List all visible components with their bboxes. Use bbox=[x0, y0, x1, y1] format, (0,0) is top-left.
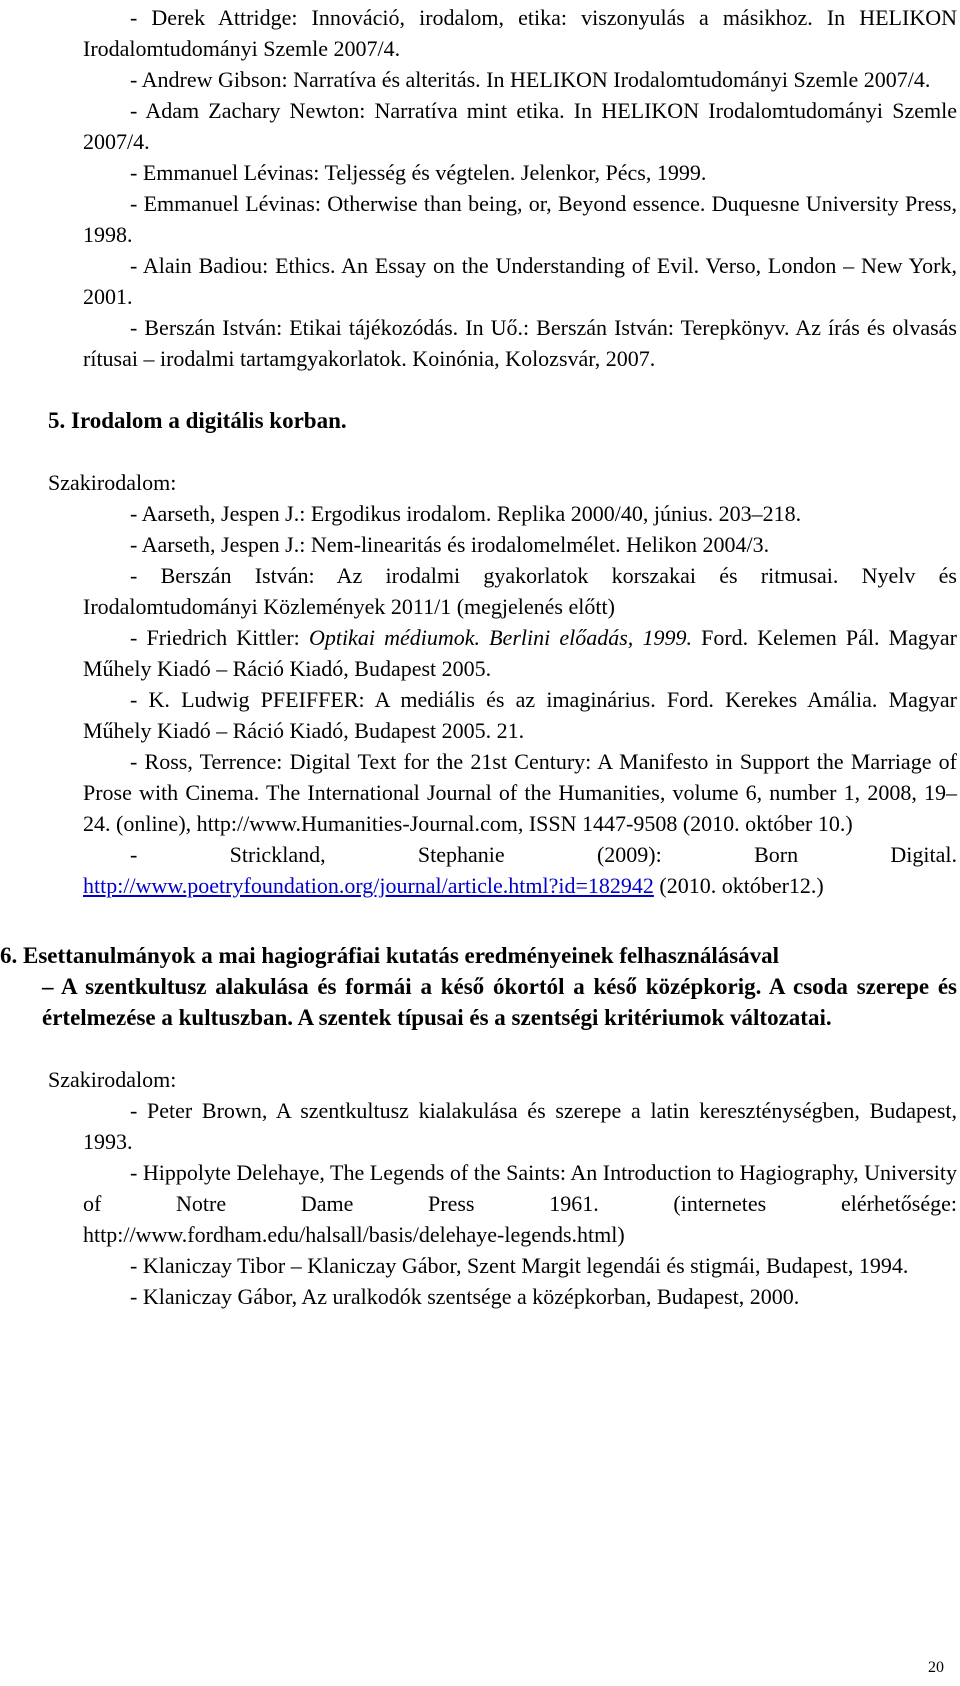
entry-text: - Strickland, Stephanie (2009): Born Digital. bbox=[130, 842, 957, 867]
bibliography-entry: - Klaniczay Gábor, Az uralkodók szentsége a középkorban, Budapest, 2000. bbox=[130, 1284, 800, 1309]
bibliography-entry: - K. Ludwig PFEIFFER: A mediális és az imaginárius. Ford. Kerekes Amália. Magyar Műhely Kiadó – Ráció Kiadó, Budapest 2005. 21. bbox=[83, 687, 957, 743]
bibliography-entry: - Alain Badiou: Ethics. An Essay on the Understanding of Evil. Verso, London – New York, 2001. bbox=[83, 253, 957, 309]
section-5-title: 5. Irodalom a digitális korban. bbox=[48, 408, 347, 433]
section-5-subhead: Szakirodalom: bbox=[48, 470, 177, 495]
bibliography-entry: - Berszán István: Az irodalmi gyakorlatok korszakai és ritmusai. Nyelv és Irodalomtudományi Közlemények 2011/1 (megjelenés előtt) bbox=[83, 563, 957, 619]
bibliography-entry bbox=[83, 839, 957, 901]
section-6-title bbox=[0, 940, 957, 1033]
section-6-title-continuation: – A szentkultusz alakulása és formái a késő ókortól a késő középkorig. A csoda szerepe és értelmezése a kultuszban. A szentek típusai és a szentségi kritériumok változatai. bbox=[42, 974, 957, 1030]
bibliography-entry: - Berszán István: Etikai tájékozódás. In Uő.: Berszán István: Terepkönyv. Az írás és olvasás rítusai – irodalmi tartamgyakorlatok. Koinónia, Kolozsvár, 2007. bbox=[83, 315, 957, 371]
bibliography-entry: - Ross, Terrence: Digital Text for the 21st Century: A Manifesto in Support the Marriage of Prose with Cinema. The International Journal of the Humanities, volume 6, number 1, 2008, 19–24. (online), http://www.Humanities-Journal.com, ISSN 1447-9508 (2010. október 10.) bbox=[83, 749, 957, 836]
bibliography-entry: - Derek Attridge: Innováció, irodalom, etika: viszonyulás a másikhoz. In HELIKON Irodalomtudományi Szemle 2007/4. bbox=[83, 5, 957, 61]
bibliography-entry: - Hippolyte Delehaye, The Legends of the Saints: An Introduction to Hagiography, University of Notre Dame Press 1961. (internetes elérhetősége: http://www.fordham.edu/halsall/basis/delehaye-legends.html) bbox=[83, 1160, 957, 1247]
bibliography-list-previous bbox=[83, 2, 957, 374]
entry-text: - Friedrich Kittler: bbox=[130, 625, 309, 650]
bibliography-entry: - Emmanuel Lévinas: Otherwise than being, or, Beyond essence. Duquesne University Press, 1998. bbox=[83, 191, 957, 247]
entry-title-italic: Optikai médiumok. Berlini előadás, 1999. bbox=[308, 625, 692, 650]
bibliography-entry: - Aarseth, Jespen J.: Ergodikus irodalom. Replika 2000/40, június. 203–218. bbox=[130, 501, 802, 526]
bibliography-entry: - Emmanuel Lévinas: Teljesség és végtelen. Jelenkor, Pécs, 1999. bbox=[130, 160, 707, 185]
bibliography-list-section-6 bbox=[83, 1095, 957, 1312]
page-number: 20 bbox=[928, 1659, 944, 1676]
bibliography-entry: - Andrew Gibson: Narratíva és alteritás. In HELIKON Irodalomtudományi Szemle 2007/4. bbox=[130, 67, 931, 92]
entry-text: (2010. október12.) bbox=[653, 873, 824, 898]
bibliography-entry: - Adam Zachary Newton: Narratíva mint etika. In HELIKON Irodalomtudományi Szemle 2007/4. bbox=[83, 98, 957, 154]
bibliography-entry: - Klaniczay Tibor – Klaniczay Gábor, Szent Margit legendái és stigmái, Budapest, 1994. bbox=[130, 1253, 909, 1278]
poetryfoundation-link[interactable]: http://www.poetryfoundation.org/journal/article.html?id=182942 bbox=[83, 873, 654, 898]
entry-text: Ford. Kelemen Pál. Magyar Műhely Kiadó – Ráció Kiadó, Budapest 2005. bbox=[83, 625, 958, 681]
bibliography-entry bbox=[83, 622, 957, 684]
section-6-title-line: 6. Esettanulmányok a mai hagiográfiai kutatás eredményeinek felhasználásával bbox=[0, 943, 780, 968]
section-6-subhead: Szakirodalom: bbox=[48, 1067, 177, 1092]
bibliography-entry: - Peter Brown, A szentkultusz kialakulása és szerepe a latin kereszténységben, Budapest, 1993. bbox=[83, 1098, 957, 1154]
bibliography-entry: - Aarseth, Jespen J.: Nem-linearitás és irodalomelmélet. Helikon 2004/3. bbox=[130, 532, 770, 557]
bibliography-list-section-5 bbox=[83, 498, 957, 901]
